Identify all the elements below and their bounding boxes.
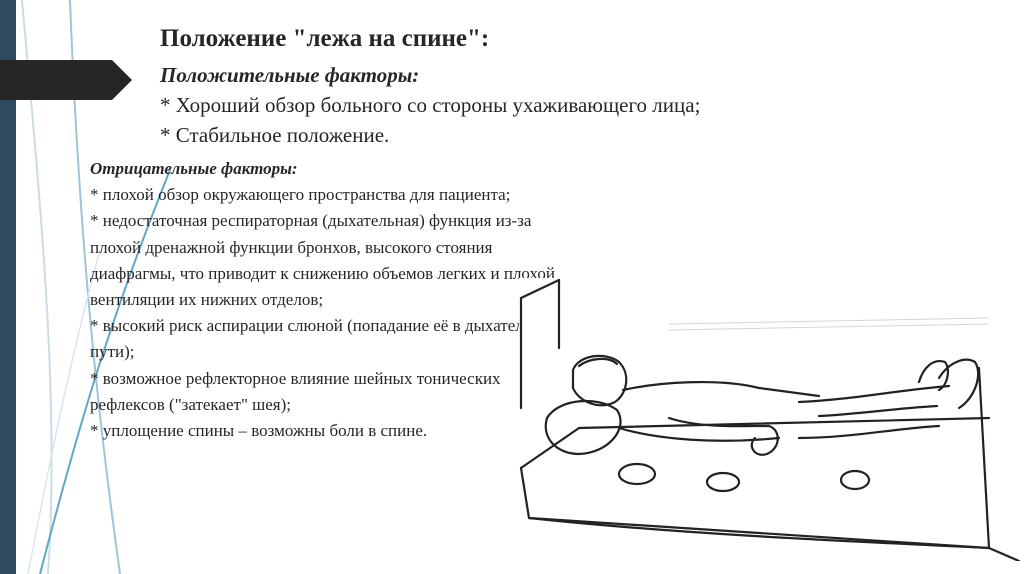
negative-factor-item: * возможное рефлекторное влияние шейных тонических рефлексов ("затекает" шея);: [90, 368, 501, 414]
positive-factors-heading: Положительные факторы:: [160, 63, 420, 87]
negative-factors-block: [90, 156, 560, 444]
negative-factor-item: * высокий риск аспирации слюной (попадание её в дыхательные пути);: [90, 316, 560, 362]
slide-header: [160, 24, 980, 148]
title-marker-tab: [0, 60, 132, 100]
supine-position-illustration: [519, 278, 1024, 561]
positive-factor-item: * Хороший обзор больного со стороны ухаживающего лица;: [160, 93, 701, 117]
negative-factor-item: * уплощение спины – возможны боли в спине.: [90, 421, 428, 441]
negative-factor-item: * плохой обзор окружающего пространства для пациента;: [90, 185, 511, 205]
positive-factor-item: * Стабильное положение.: [160, 123, 390, 147]
negative-factor-item: * недостаточная респираторная (дыхательная) функция из-за плохой дренажной функции бронхов, высокого стояния диафрагмы, что приводит к снижению объемов легких и плохой вентиляции их нижних отделов;: [90, 211, 555, 310]
slide-title: Положение "лежа на спине":: [160, 25, 490, 52]
negative-factors-heading: Отрицательные факторы:: [90, 159, 298, 178]
